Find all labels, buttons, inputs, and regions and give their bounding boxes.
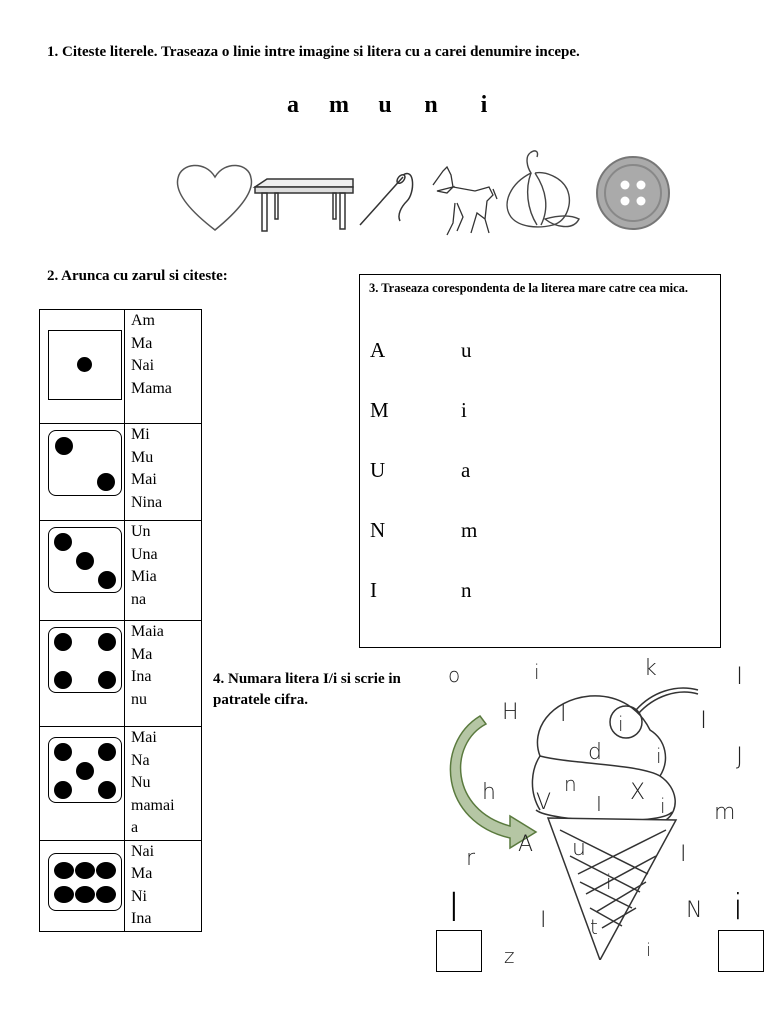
scattered-letter: H [502,700,519,725]
upper-letter: I [370,578,377,602]
table-row [40,424,202,521]
table-row [40,840,202,931]
table-row [40,727,202,841]
ex2-title: 2. Arunca cu zarul si citeste: [47,268,228,284]
die-3-icon [48,527,122,593]
needle-icon [360,173,413,225]
die-5-icon [48,737,122,803]
scattered-letter: i [656,744,662,768]
word: Ni [131,887,147,905]
scattered-letter: i [618,712,624,736]
ex4-title: 4. Numara litera I/i si scrie in patratele cifra. [213,671,401,708]
garlic-icon [507,151,579,227]
word: Ma [131,645,153,663]
scattered-letter: n [564,772,577,796]
table-row [40,621,202,727]
upper-letter: M [370,398,389,422]
table-row [40,521,202,621]
word: Am [131,312,155,329]
word: Mia [131,568,157,585]
scattered-letter: o [448,663,461,687]
ex1-letter: i [480,92,488,118]
word: Na [131,751,150,769]
ex1-letter: m [329,92,349,118]
scattered-letter: I [700,706,708,734]
die-4-icon [48,627,122,693]
ex3-title: 3. Traseaza corespondenta de la literea mare catre cea mica. [369,281,689,295]
die-1-icon [48,330,122,400]
lower-letter: a [461,458,471,482]
table-icon [255,179,353,231]
scattered-letter: I [560,702,567,727]
word: a [131,819,139,836]
word: nu [131,690,147,708]
upper-letter: A [370,338,386,362]
scattered-letter: X [630,780,646,805]
word: Ma [131,865,153,882]
scattered-letter: I [680,842,687,867]
word: Mai [131,471,157,488]
word: Nina [131,493,163,511]
scattered-letter: t [590,915,598,939]
word: Mai [131,729,157,746]
button-icon [597,157,669,229]
upper-letter: U [370,458,386,482]
lower-letter: m [461,518,478,542]
ex1-letter: u [378,92,392,118]
scattered-letter: i [646,940,652,961]
die-6-icon [48,853,122,911]
word: Mu [131,448,154,466]
lower-letter: i [461,398,467,422]
scattered-letter: I [596,792,602,816]
lower-letter: u [461,338,472,362]
scattered-letter: A [518,832,534,857]
lower-letter: n [461,578,472,602]
word: Ina [131,668,152,685]
word: Una [131,545,158,563]
scattered-letter: u [572,836,586,861]
ex1-images [175,145,675,240]
scattered-letter: N [686,898,703,923]
die-2-icon [48,430,122,496]
word: Nai [131,357,155,374]
answer-box-upper[interactable] [436,930,482,972]
big-upper-i: I [448,885,460,931]
scattered-letter: d [588,740,602,765]
scattered-letter: h [482,780,496,805]
ex1-letter: a [287,92,299,118]
table-row [40,310,202,424]
word: Ma [131,334,153,352]
heart-icon [177,165,251,230]
word: Mi [131,426,150,443]
scattered-letter: I [540,908,547,933]
scattered-letter: I [736,662,744,690]
upper-letter: N [370,518,386,542]
ex1-letter: n [424,92,438,118]
scattered-letter: z [504,944,515,968]
word: Nu [131,774,151,791]
scattered-letter: k [644,656,657,681]
scattered-letter: r [466,846,476,871]
word: mamai [131,796,175,814]
word: Maia [131,623,164,640]
ex1-title: 1. Citeste literele. Traseaza o linie intre imagine si litera cu a carei denumire incepe. [47,44,580,60]
scattered-letter: i [606,870,612,894]
word: Un [131,523,151,540]
ex3-box [359,274,721,648]
word: Nai [131,842,155,860]
dice-table [39,309,202,932]
scattered-letter: J [736,742,744,770]
ex1-letters [270,92,514,119]
answer-box-lower[interactable] [718,930,764,972]
big-lower-i: i [733,887,744,928]
word: Ina [131,910,152,927]
scattered-letter: m [714,800,736,825]
word: na [131,590,147,608]
word: Mama [131,379,172,397]
scattered-letter: i [534,660,540,684]
scattered-letter: i [660,794,666,818]
horse-icon [433,167,497,235]
scattered-letter: V [536,790,552,815]
